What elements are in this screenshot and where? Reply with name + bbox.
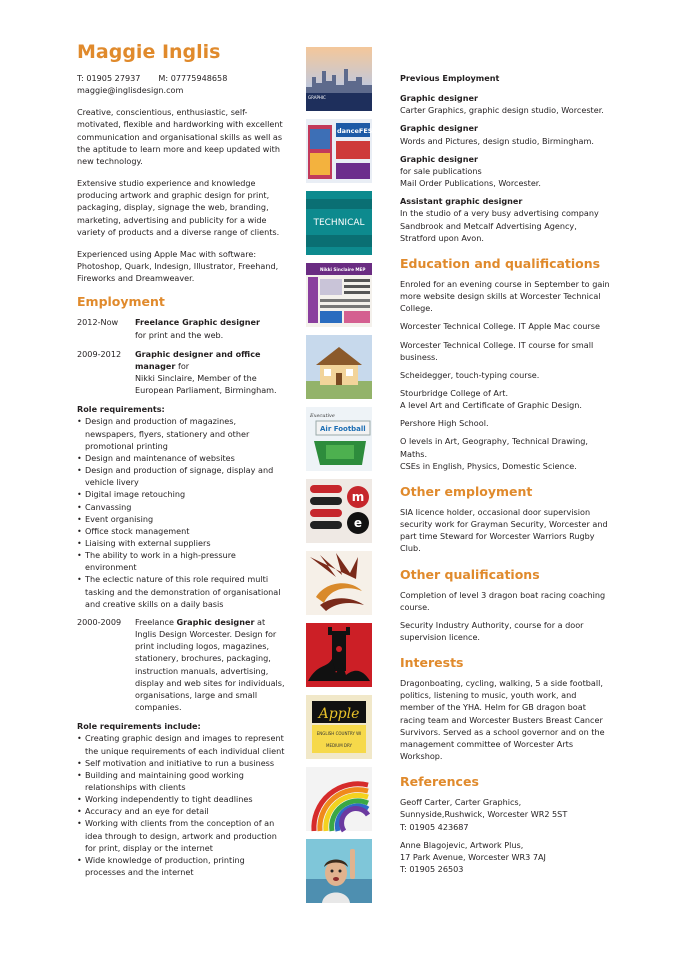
job-years: 2012-Now	[77, 317, 119, 328]
qualification-item: Security Industry Authority, course for a door supervision licence.	[400, 619, 584, 642]
job-line: Sandbrook and Metcalf Advertising Agency,	[400, 220, 577, 231]
previous-employment-heading: Previous Employment	[400, 73, 500, 83]
job-title: Graphic designer and office manager	[135, 348, 261, 371]
previous-job	[400, 153, 610, 189]
education-item: Worcester Technical College. IT course for small business.	[400, 339, 594, 362]
education-item: Stourbridge College of Art. A level Art and Certificate of Graphic Design.	[400, 387, 582, 411]
job-detail: Nikki Sinclaire, Member of the European Parliament, Birmingham.	[135, 372, 277, 396]
job-years: 2000-2009	[77, 616, 122, 627]
list-item: • Office stock management	[77, 525, 285, 537]
list-item: • Design and production of magazines, newspapers, flyers, stationery and other promotional printing	[77, 415, 285, 451]
thumbnail-text: MEDIUM DRY	[326, 743, 352, 748]
job-title: Freelance Graphic designer	[135, 317, 261, 328]
list-item: • Wide knowledge of production, printing processes and the internet	[77, 854, 285, 878]
other-qualifications-heading: Other qualifications	[400, 566, 540, 582]
employment-heading: Employment	[77, 294, 165, 310]
thumbnail-text: Air Football	[320, 425, 366, 433]
interests-heading: Interests	[400, 655, 464, 671]
intro-paragraph: Experienced using Apple Mac with software: Photoshop, Quark, Indesign, Illustrator, Freehand, Fireworks and Dreamweaver.	[77, 248, 279, 284]
job-line: Carter Graphics, graphic design studio, Worcester.	[400, 105, 604, 116]
mobile: M: 07775948658	[158, 73, 228, 83]
reference-item: Geoff Carter, Carter Graphics, Sunnyside,Rushwick, Worcester WR2 5ST T: 01905 423687	[400, 797, 568, 832]
portfolio-strip	[306, 47, 377, 911]
role-requirements-include-list	[77, 732, 285, 878]
right-column	[400, 72, 610, 881]
role-requirements-list	[77, 415, 285, 610]
interests-text: Dragonboating, cycling, walking, 5 a side football, politics, listening to music, youth work, and member of the YHA. Helm for GB dragon boat racing team and Worcester Busters Breast Cancer Survivors. Served as a school governor and on the management committee of Worcester Arts Workshop.	[400, 678, 605, 762]
job-title: Assistant graphic designer	[400, 196, 523, 207]
contact-phones	[77, 72, 285, 84]
job-line: Mail Order Publications, Worcester.	[400, 178, 541, 189]
thumbnail-apple-label	[306, 695, 372, 759]
job-entry	[77, 616, 285, 713]
thumbnail-text: ENGLISH COUNTRY WI	[316, 731, 362, 736]
thumbnail-air-football	[306, 407, 372, 471]
thumbnail-text: Executive	[310, 413, 335, 419]
list-item: • Building and maintaining good working relationships with clients	[77, 769, 285, 793]
job-title: Graphic designer	[400, 123, 478, 134]
list-item: • Event organising	[77, 513, 285, 525]
thumbnail-text: TECHNICAL	[313, 218, 365, 228]
telephone: T: 01905 27937	[77, 73, 141, 83]
other-employment-text: SIA licence holder, occasional door supervision security work for Grayman Security, Worcester and part time Steward for Worcester Warriors Rugby Club.	[400, 506, 608, 554]
svg-text:m: m	[351, 490, 365, 504]
thumbnail-city-skyline	[306, 47, 372, 111]
job-line: Words and Pictures, design studio, Birmingham.	[400, 135, 594, 146]
education-item: Enroled for an evening course in September to gain more website design skills at Worcester Technical College.	[400, 278, 610, 314]
previous-job	[400, 195, 610, 244]
list-item: • Self motivation and initiative to run a business	[77, 757, 285, 769]
job-prefix: Freelance	[135, 616, 177, 627]
job-detail: at Inglis Design Worcester. Design for print including logos, magazines, stationery, brochures, packaging, instruction manuals, advertising, display and web sites for individuals, organisations, large and small companies.	[135, 616, 285, 713]
cv-name: Maggie Inglis	[77, 41, 221, 63]
list-item: • Accuracy and an eye for detail	[77, 805, 285, 817]
list-item: • Working with clients from the conception of an idea through to design, artwork and production for print, display or the internet	[77, 817, 285, 853]
thumbnail-castle-dragon	[306, 623, 372, 687]
education-item: O levels in Art, Geography, Technical Drawing, Maths. CSEs in English, Physics, Domestic Science.	[400, 436, 588, 471]
thumbnail-portrait	[306, 839, 372, 903]
job-description	[135, 348, 285, 397]
thumbnail-rainbow	[306, 767, 372, 831]
job-line: Stratford upon Avon.	[400, 232, 484, 243]
thumbnail-text: GRAPHIC	[308, 95, 326, 100]
list-item: • Canvassing	[77, 501, 285, 513]
intro-paragraph: Extensive studio experience and knowledge producing artwork and graphic design for print, packaging, display, signage the web, branding, marketing, advertising and publicity for a wide variety of products and a diverse range of clients.	[77, 178, 280, 237]
list-item: • Creating graphic design and images to represent the unique requirements of each individual client	[77, 732, 285, 756]
list-item: • Design and production of signage, display and vehicle livery	[77, 464, 285, 488]
role-requirements-title: Role requirements:	[77, 404, 165, 415]
thumbnail-house	[306, 335, 372, 399]
references-heading: References	[400, 774, 479, 790]
job-years: 2009-2012	[77, 348, 122, 359]
previous-job	[400, 122, 610, 146]
thumbnail-text: Apple	[318, 706, 360, 722]
education-item: Scheidegger, touch-typing course.	[400, 369, 540, 380]
list-item: • Working independently to tight deadlines	[77, 793, 285, 805]
job-description	[135, 316, 285, 340]
education-item: Pershore High School.	[400, 418, 489, 429]
education-heading: Education and qualifications	[400, 255, 601, 271]
job-title: Graphic designer	[400, 153, 478, 164]
thumbnail-logo-swirl	[306, 551, 372, 615]
thumbnail-signage	[306, 479, 372, 543]
job-line: for sale publications	[400, 165, 482, 176]
thumbnail-nikki-sinclaire	[306, 263, 372, 327]
reference-item: Anne Blagojevic, Artwork Plus, 17 Park Avenue, Worcester WR3 7AJ T: 01905 26503	[400, 839, 546, 875]
education-item: Worcester Technical College. IT Apple Mac course	[400, 321, 600, 332]
job-title: Graphic designer	[400, 93, 478, 104]
job-detail: for print and the web.	[135, 329, 224, 340]
previous-job	[400, 92, 610, 116]
list-item: • Design and maintenance of websites	[77, 452, 285, 464]
job-entry	[77, 316, 285, 340]
thumbnail-dance-fest	[306, 119, 377, 183]
thumbnail-technical	[306, 191, 372, 255]
job-description	[135, 616, 285, 713]
list-item: • The eclectic nature of this role required multi tasking and the demonstration of organisational and creative skills on a daily basis	[77, 573, 285, 609]
qualification-item: Completion of level 3 dragon boat racing coaching course.	[400, 589, 606, 612]
other-employment-heading: Other employment	[400, 483, 533, 499]
svg-text:e: e	[353, 516, 363, 530]
thumbnail-text: Nikki Sinclaire MEP	[320, 267, 366, 272]
job-title: Graphic designer	[176, 616, 255, 627]
thumbnail-text: danceFEST	[337, 127, 377, 135]
role-requirements-include-title: Role requirements include:	[77, 721, 201, 732]
list-item: • The ability to work in a high-pressure environment	[77, 549, 285, 573]
job-line: In the studio of a very busy advertising company	[400, 208, 599, 219]
intro-paragraph: Creative, conscientious, enthusiastic, self-motivated, flexible and hardworking with excellent communication and organisational skills as well as the aptitude to learn more and keep updated with new technology.	[77, 107, 283, 166]
left-column	[77, 40, 285, 878]
email: maggie@inglisdesign.com	[77, 85, 184, 96]
job-entry	[77, 348, 285, 397]
job-detail-suffix: for	[175, 360, 190, 371]
list-item: • Liaising with external suppliers	[77, 537, 285, 549]
list-item: • Digital image retouching	[77, 488, 285, 500]
